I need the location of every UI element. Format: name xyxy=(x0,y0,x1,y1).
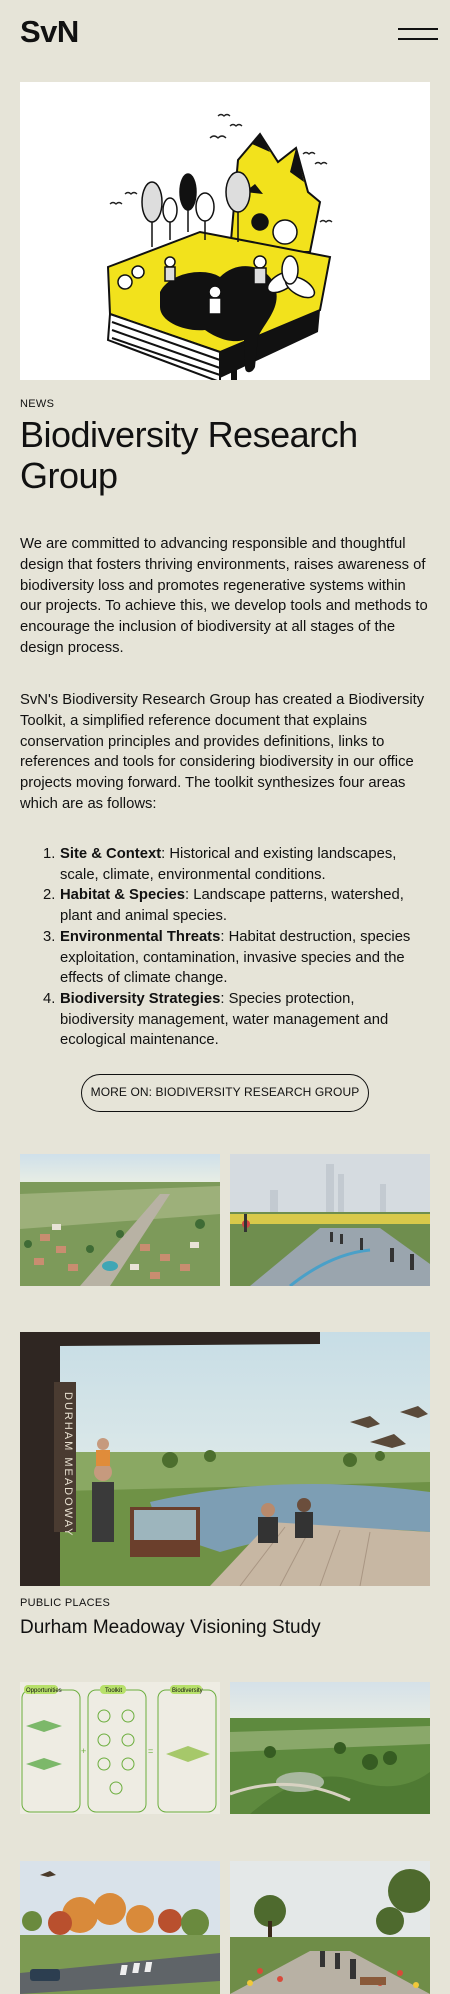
list-item xyxy=(43,927,430,989)
list-description: : Historical and existing landscapes, scale, climate, environmental conditions. xyxy=(60,846,397,883)
project-category: PUBLIC PLACES xyxy=(20,1597,111,1609)
article-category: NEWS xyxy=(20,398,55,410)
list-description: : Landscape patterns, watershed, plant and animal species. xyxy=(60,887,404,925)
menu-line-top xyxy=(398,28,438,30)
list-number: 4. xyxy=(43,990,56,1007)
list-item xyxy=(43,844,430,885)
list-item xyxy=(43,989,430,1051)
toolkit-areas-list xyxy=(20,844,430,1051)
more-on-biodiversity-button[interactable]: MORE ON: BIODIVERSITY RESEARCH GROUP xyxy=(81,1074,369,1112)
project-title[interactable]: Durham Meadoway Visioning Study xyxy=(20,1617,321,1638)
street-rendering-image[interactable] xyxy=(20,1861,220,1994)
list-term: Site & Context xyxy=(60,846,162,862)
durham-meadoway-image[interactable] xyxy=(20,1332,430,1586)
diagram-label-biodiversity: Biodiversity xyxy=(172,1688,203,1694)
list-term: Biodiversity Strategies xyxy=(60,990,221,1007)
diagram-label-toolkit: Toolkit xyxy=(105,1688,123,1694)
list-number: 2. xyxy=(43,887,56,904)
list-number: 3. xyxy=(43,928,56,945)
signpost-label: DURHAM MEADOWAY xyxy=(62,1392,74,1538)
list-term: Habitat & Species xyxy=(60,887,185,904)
svn-logo[interactable]: SvN xyxy=(20,14,79,49)
list-term: Environmental Threats xyxy=(60,928,221,945)
diagram-label-opportunities: Opportunities xyxy=(26,1688,62,1694)
list-description: : Species protection, biodiversity management, water management and ecological maintenance. xyxy=(60,990,389,1049)
hero-illustration xyxy=(20,82,430,380)
intro-paragraph: We are committed to advancing responsible and thoughtful design that fosters thriving environments, raises awareness of biodiversity loss and promotes regenerative systems within our projects. To achieve this, we develop tools and methods to encourage the inclusion of biodiversity at all stages of the design process. xyxy=(20,536,428,656)
plaza-rendering-image[interactable] xyxy=(230,1154,430,1286)
aerial-neighbourhood-image[interactable] xyxy=(20,1154,220,1286)
hamburger-menu-icon[interactable] xyxy=(398,26,438,42)
toolkit-diagram-image[interactable] xyxy=(20,1682,220,1814)
list-number: 1. xyxy=(43,846,56,862)
svg-text:+: + xyxy=(81,1746,87,1756)
list-item xyxy=(43,885,430,926)
page-title: Biodiversity Research Group xyxy=(20,414,358,496)
svg-text:=: = xyxy=(148,1746,154,1756)
meadow-path-image[interactable] xyxy=(230,1861,430,1994)
list-description: : Habitat destruction, species exploitation, contamination, invasive species and the effects of climate change. xyxy=(60,928,411,987)
aerial-park-image[interactable] xyxy=(230,1682,430,1814)
toolkit-paragraph: SvN's Biodiversity Research Group has created a Biodiversity Toolkit, a simplified reference document that explains conservation principles and provides definitions, links to references and tools for considering biodiversity in our office projects moving forward. The toolkit synthesizes four areas which are as follows: xyxy=(20,692,425,812)
menu-line-bottom xyxy=(398,38,438,40)
